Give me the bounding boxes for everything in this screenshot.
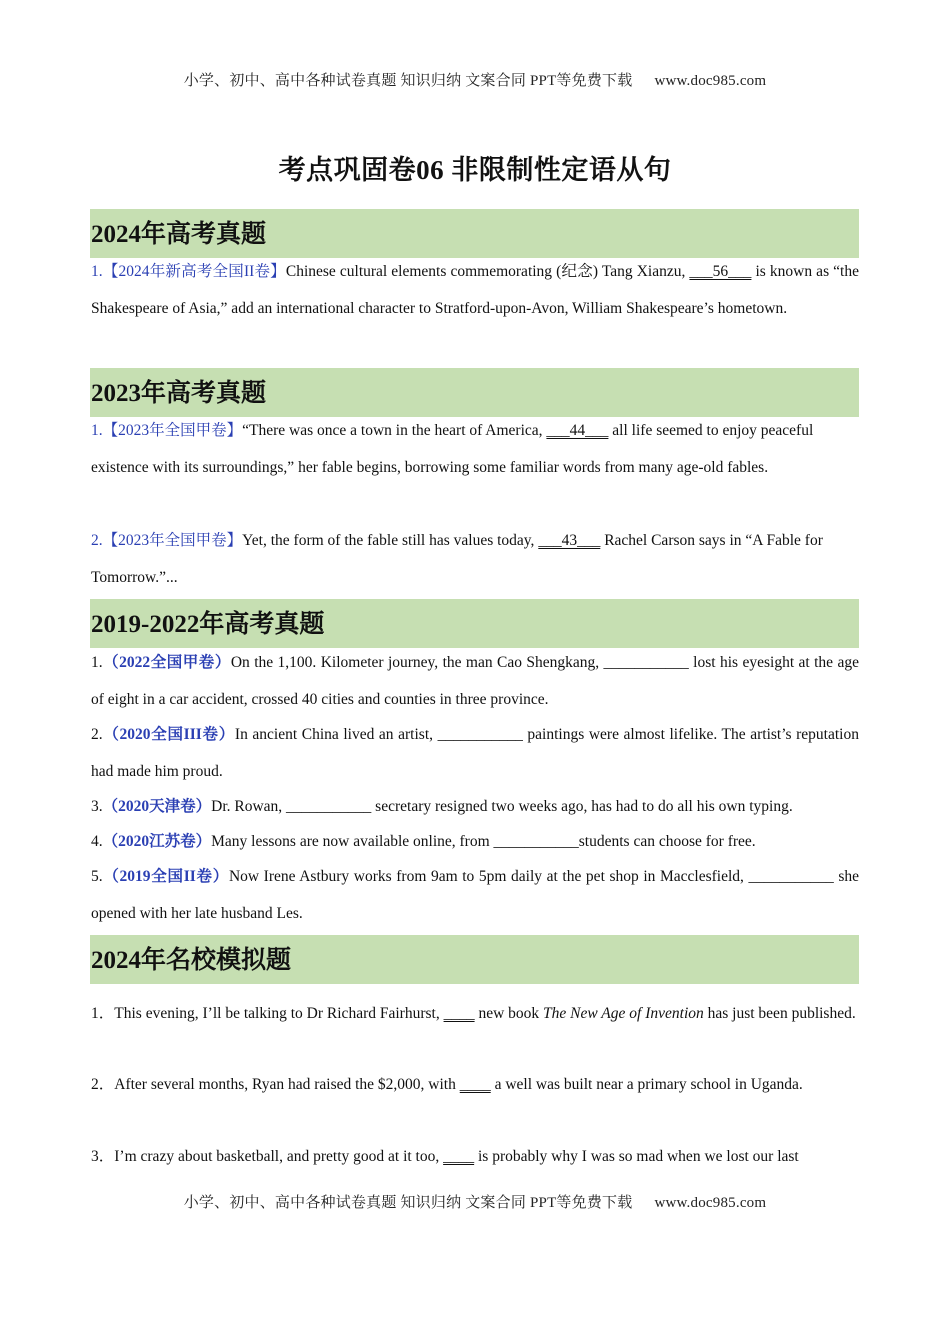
question-mock-1 — [91, 995, 859, 1032]
question-2019-4 — [91, 823, 859, 860]
question-text: Now Irene Astbury works from 9am to 5pm daily at the pet shop in Macclesfield, ___________ she opened with her late husband Les. — [91, 868, 859, 922]
question-2019-5 — [91, 858, 859, 932]
question-number: 2. — [91, 726, 103, 743]
question-number: 4. — [91, 833, 103, 850]
question-text: “There was once a town in the heart of America, — [242, 422, 547, 439]
question-text: has just been published. — [703, 1005, 856, 1022]
answer-blank: ____ — [459, 1076, 491, 1093]
question-text: I’m crazy about basketball, and pretty good at it too, — [114, 1148, 444, 1165]
question-source: 【2024年新高考全国II卷】 — [102, 263, 286, 280]
question-2023-2 — [91, 522, 859, 596]
question-number: 2． — [91, 1076, 115, 1093]
section-heading-2019-2022: 2019-2022年高考真题 — [90, 599, 859, 648]
header-url[interactable]: www.doc985.com — [654, 73, 767, 89]
question-mock-3 — [91, 1138, 859, 1175]
question-source: （2022全国甲卷） — [102, 654, 231, 671]
answer-blank: ___56___ — [689, 263, 752, 280]
section-heading-2024: 2024年高考真题 — [90, 209, 859, 258]
question-text: is known as “the Shakespeare of Asia,” add an international character to Stratford-upon-Avon, William Shakespeare’s hometown. — [91, 263, 859, 317]
page-header — [0, 69, 950, 90]
question-text: is probably why I was so mad when we lost our last — [474, 1148, 799, 1165]
answer-blank: ___44___ — [546, 422, 609, 439]
question-text: new book — [474, 1005, 544, 1022]
question-source: 【2023年全国甲卷】 — [102, 532, 243, 549]
question-source: （2020全国III卷） — [102, 726, 235, 743]
section-heading-2023: 2023年高考真题 — [90, 368, 859, 417]
question-text: Yet, the form of the fable still has values today, — [242, 532, 539, 549]
question-2019-3 — [91, 788, 859, 825]
footer-url[interactable]: www.doc985.com — [654, 1195, 767, 1211]
question-number: 3． — [91, 1148, 115, 1165]
question-number: 1. — [91, 654, 103, 671]
question-source: （2019全国II卷） — [102, 868, 229, 885]
question-source: （2020天津卷） — [102, 798, 212, 815]
question-2023-1 — [91, 412, 859, 486]
question-text: a well was built near a primary school in Uganda. — [490, 1076, 803, 1093]
question-number: 1. — [91, 422, 103, 439]
question-text: Dr. Rowan, ___________ secretary resigned two weeks ago, has had to do all his own typing. — [211, 798, 793, 815]
header-text: 小学、初中、高中各种试卷真题 知识归纳 文案合同 PPT等免费下载 — [183, 73, 633, 89]
question-source: 【2023年全国甲卷】 — [102, 422, 243, 439]
book-title: The New Age of Invention — [543, 1005, 704, 1022]
question-source: （2020江苏卷） — [102, 833, 212, 850]
question-mock-2 — [91, 1066, 859, 1103]
question-number: 1． — [91, 1005, 115, 1022]
page-footer — [0, 1191, 950, 1212]
question-number: 2. — [91, 532, 103, 549]
question-text: Many lessons are now available online, from ___________students can choose for free. — [211, 833, 756, 850]
question-number: 5. — [91, 868, 103, 885]
question-text: In ancient China lived an artist, ___________ paintings were almost lifelike. The artist’s reputation had made him proud. — [91, 726, 859, 780]
question-text: Rachel Carson says in “A Fable for Tomorrow.”... — [91, 532, 823, 586]
question-number: 3. — [91, 798, 103, 815]
question-2024-1 — [91, 253, 859, 327]
question-text: all life seemed to enjoy peaceful existence with its surroundings,” her fable begins, borrowing some familiar words from many age-old fables. — [91, 422, 814, 476]
question-2019-1 — [91, 644, 859, 718]
footer-text: 小学、初中、高中各种试卷真题 知识归纳 文案合同 PPT等免费下载 — [183, 1195, 633, 1211]
question-text: On the 1,100. Kilometer journey, the man Cao Shengkang, ___________ lost his eyesight at the age of eight in a car accident, crossed 40 cities and counties in three province. — [91, 654, 859, 708]
question-text: Chinese cultural elements commemorating (纪念) Tang Xianzu, — [285, 263, 690, 280]
answer-blank: ___43___ — [538, 532, 601, 549]
question-text: This evening, I’ll be talking to Dr Richard Fairhurst, — [114, 1005, 444, 1022]
page-title: 考点巩固卷06 非限制性定语从句 — [278, 155, 672, 185]
answer-blank: ____ — [443, 1005, 475, 1022]
section-heading-mock: 2024年名校模拟题 — [90, 935, 859, 984]
question-number: 1. — [91, 263, 103, 280]
question-2019-2 — [91, 716, 859, 790]
question-text: After several months, Ryan had raised the $2,000, with — [114, 1076, 460, 1093]
answer-blank: ____ — [443, 1148, 475, 1165]
